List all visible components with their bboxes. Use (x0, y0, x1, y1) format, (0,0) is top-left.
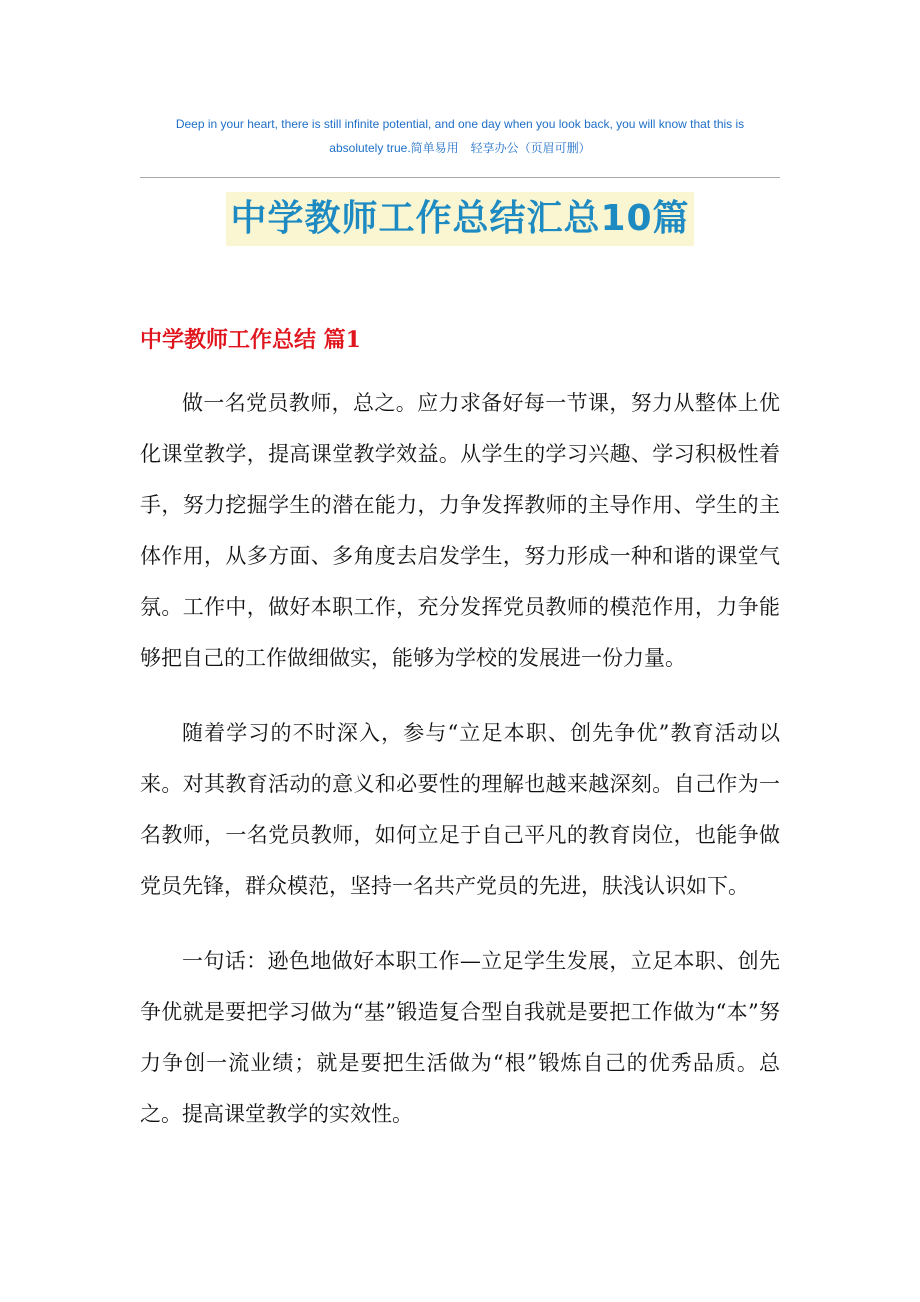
document-title-text: 中学教师工作总结汇总10篇 (226, 192, 693, 246)
header-line-2: absolutely true.简单易用 轻享办公（页眉可删） (329, 141, 591, 155)
page-header (140, 112, 780, 160)
header-divider (140, 177, 780, 178)
header-line-1: Deep in your heart, there is still infinite potential, and one day when you look back, you will know that this is (175, 117, 745, 131)
body-paragraph-2: 随着学习的不时深入，参与“立足本职、创先争优”教育活动以来。对其教育活动的意义和必要性的理解也越来越深刻。自己作为一名教师，一名党员教师，如何立足于自己平凡的教育岗位，也能争做党员先锋，群众模范，坚持一名共产党员的先进，肤浅认识如下。 (140, 721, 780, 898)
body-paragraph-3: 一句话：逊色地做好本职工作—立足学生发展，立足本职、创先争优就是要把学习做为“基”锻造复合型自我就是要把工作做为“本”努力争创一流业绩；就是要把生活做为“根”锻炼自己的优秀品质。总之。提高课堂教学的实效性。 (140, 949, 780, 1126)
body-paragraph-1: 做一名党员教师，总之。应力求备好每一节课，努力从整体上优化课堂教学，提高课堂教学效益。从学生的学习兴趣、学习积极性着手，努力挖掘学生的潜在能力，力争发挥教师的主导作用、学生的主体作用，从多方面、多角度去启发学生，努力形成一种和谐的课堂气氛。工作中，做好本职工作，充分发挥党员教师的模范作用，力争能够把自己的工作做细做实，能够为学校的发展进一份力量。 (140, 391, 780, 670)
document-body (140, 378, 780, 1164)
document-title (0, 192, 920, 246)
section-title: 中学教师工作总结 篇1 (140, 327, 361, 353)
